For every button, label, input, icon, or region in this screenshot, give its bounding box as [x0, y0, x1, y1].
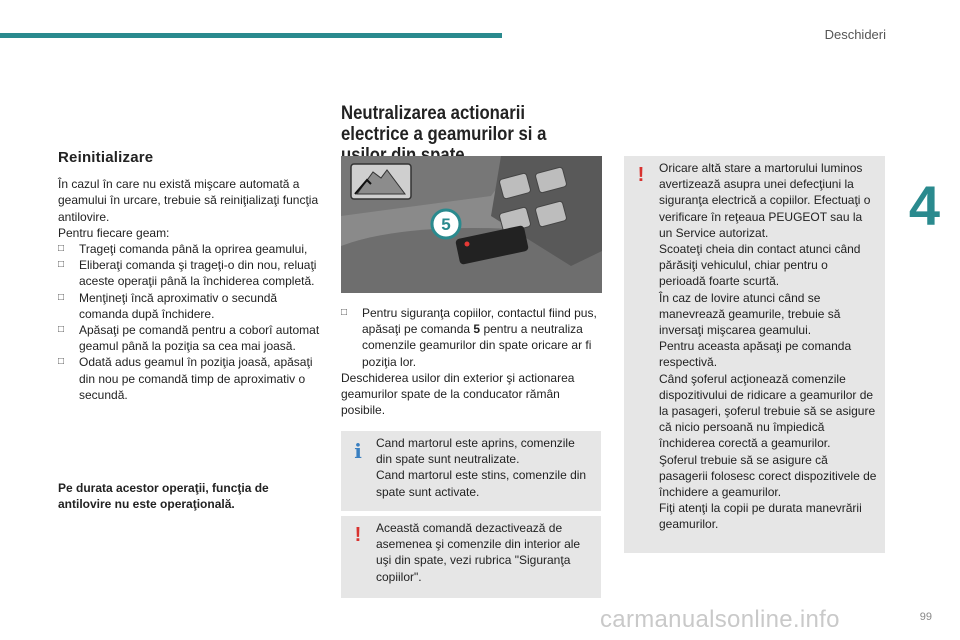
section-title: Deschideri: [824, 27, 886, 42]
bullet-icon: □: [58, 356, 65, 368]
child-safety-instructions: [341, 305, 603, 418]
list-item: [58, 241, 320, 257]
reinit-intro: În cazul în care nu există mişcare automată a geamului în urcare, trebuie să reiniţializaţi funcţia antilovire.: [58, 177, 319, 224]
warning-icon: !: [637, 164, 645, 186]
page-title: Neutralizarea actionarii electrice a geamurilor si a: [341, 103, 547, 145]
warning-line: Pentru aceasta apăsaţi pe comanda respectivă.: [659, 339, 852, 370]
header-accent-bar: [0, 33, 502, 38]
warning-line: Fiţi atenţi la copii pe durata manevrării geamurilor.: [659, 501, 862, 532]
warning-line: Scoateţi cheia din contact atunci când părăsiţi vehiculul, chiar pentru o perioadă foarte scurtă.: [659, 242, 861, 289]
step-text: Apăsaţi pe comandă pentru a coborî automat geamul până la poziţia sa cea mai joasă.: [79, 323, 320, 354]
door-panel-photo: [341, 156, 602, 293]
list-item: [58, 322, 320, 354]
bullet-icon: □: [341, 307, 348, 318]
warning-line: Această comandă dezactivează de asemenea şi comenzile din interior ale uşi din spate, vezi rubrica "Siguranţa copiilor".: [376, 521, 581, 584]
bullet-icon: □: [58, 259, 65, 271]
list-item: [341, 305, 603, 370]
reinit-lead: Pentru fiecare geam:: [58, 225, 170, 240]
list-item: [58, 290, 320, 322]
chapter-number: 4: [908, 174, 940, 237]
child-safety-list: [341, 305, 603, 370]
bullet-text: pentru a neutraliza comenzile geamurilor din spate oricare ar fi poziţia lor.: [362, 322, 592, 369]
warning-line: Când şoferul acţionează comenzile dispozitivului de ridicare a geamurilor de la pasageri, şoferul trebuie să se asigure că nicio persoană nu împiedică închiderea corectă a geamurilor.: [659, 371, 876, 451]
step-text: Trageţi comanda până la oprirea geamului,: [79, 242, 308, 257]
reinitialization-section: [58, 150, 320, 403]
reinit-steps: [58, 241, 320, 403]
step-text: Eliberaţi comanda şi trageţi-o din nou, reluaţi aceste operaţii până la închiderea completă.: [79, 258, 317, 289]
callout-number: 5: [441, 215, 451, 234]
bullet-icon: □: [58, 291, 65, 303]
list-item: [58, 354, 320, 403]
exterior-opening-note: Deschiderea usilor din exterior şi actionarea geamurilor spate de la conducator rămân posibile.: [341, 370, 575, 418]
list-item: [58, 257, 320, 289]
control-number: 5: [473, 322, 481, 337]
safety-warning-box: [624, 156, 885, 553]
antipinch-note: Pe durata acestor operaţii, funcţia de antilovire nu este operaţională.: [58, 481, 269, 511]
warning-line: În caz de lovire atunci când se manevrează geamurile, trebuie să inversaţi mişcarea geamului.: [659, 290, 841, 338]
warning-line: Oricare altă stare a martorului luminos avertizează asupra unei defecţiuni la siguranţa electrică a copiilor. Efectuaţi o verificare în reţeaua PEUGEOT sau la un Service autorizat.: [659, 161, 871, 240]
door-controls-illustration: [341, 156, 602, 293]
step-text: Odată adus geamul în poziţia joasă, apăsaţi din nou pe comandă timp de aproximativ o secundă.: [79, 355, 313, 402]
bullet-icon: □: [58, 243, 65, 255]
info-icon: i: [354, 439, 362, 463]
step-text: Menţineţi încă aproximativ o secundă comanda după închidere.: [79, 290, 278, 321]
info-line: Cand martorul este stins, comenzile din spate sunt activate.: [376, 468, 587, 499]
info-box: [341, 431, 601, 511]
page-number: 99: [919, 611, 932, 623]
warning-icon: !: [354, 524, 362, 546]
info-line: Cand martorul este aprins, comenzile din spate sunt neutralizate.: [376, 436, 575, 467]
warning-box: [341, 516, 601, 598]
warning-line: Şoferul trebuie să se asigure că pasagerii folosesc corect dispozitivele de închidere a geamurilor.: [659, 452, 877, 500]
safety-warning-text: [659, 160, 877, 533]
bullet-text: Pentru siguranţa copiilor, contactul fiind pus, apăsaţi pe comanda: [362, 306, 597, 337]
reinit-heading: Reinitializare: [58, 149, 154, 166]
warning-text: [376, 520, 593, 585]
info-text: [376, 435, 593, 500]
watermark: carmanualsonline.info: [600, 606, 840, 633]
bullet-icon: □: [58, 324, 65, 336]
